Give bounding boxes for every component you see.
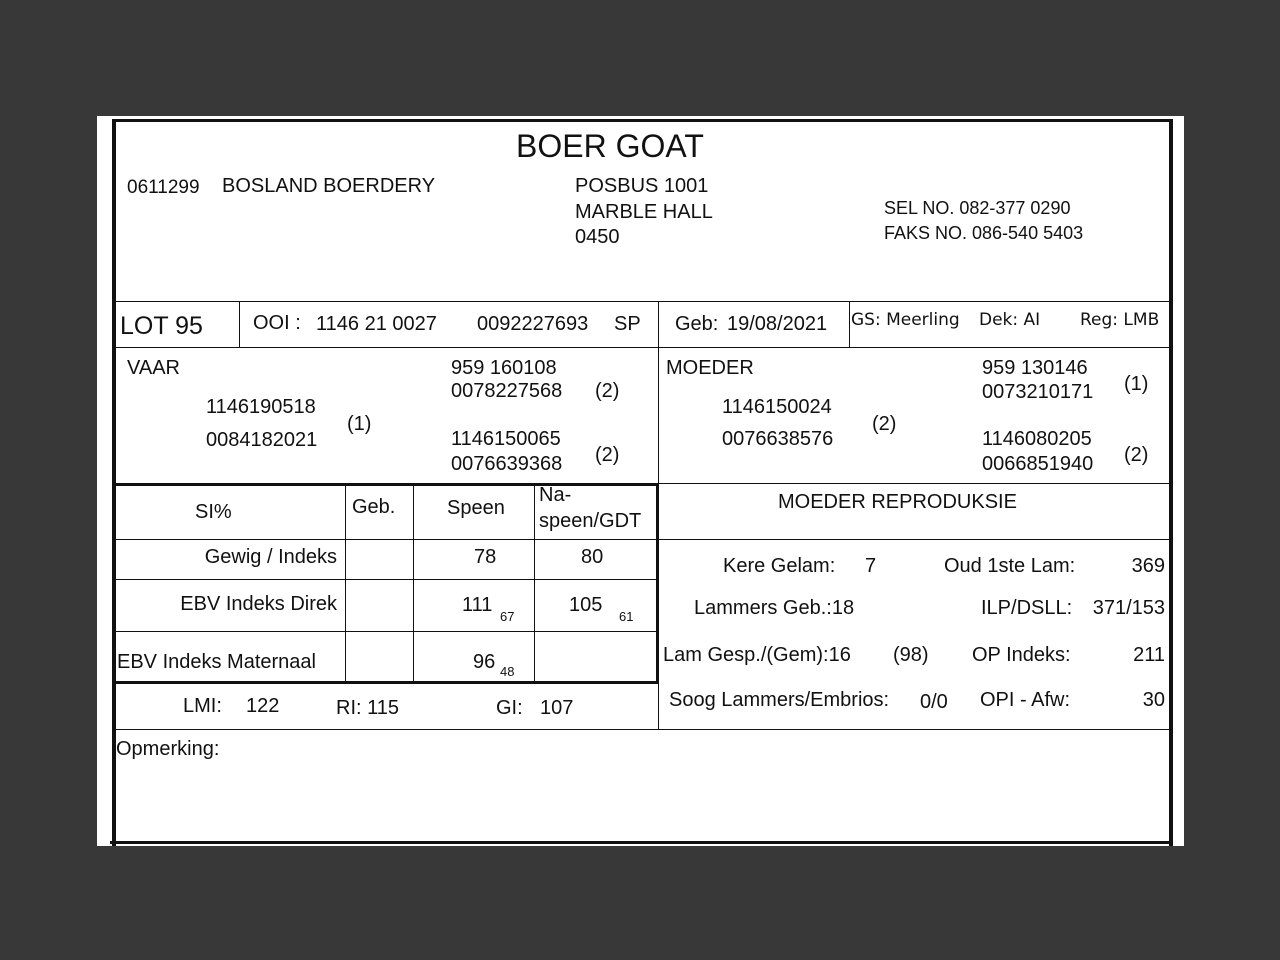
repro-left-line bbox=[658, 539, 659, 729]
gi-label: GI: bbox=[496, 697, 523, 719]
lam-gesp-average: (98) bbox=[893, 644, 929, 666]
dam-sire-reg: 0073210171 bbox=[982, 381, 1094, 403]
sire-id: 1146190518 bbox=[206, 396, 316, 418]
divider-lot-2 bbox=[658, 301, 659, 347]
si-col-line-1 bbox=[345, 485, 346, 682]
divider-lot-top bbox=[112, 301, 1172, 302]
si-row-2-naspeen-accuracy: 61 bbox=[619, 609, 634, 624]
oud-label: Oud 1ste Lam: bbox=[944, 555, 1076, 577]
si-row-3-label: EBV Indeks Maternaal bbox=[117, 651, 316, 673]
si-col-line-2 bbox=[413, 485, 414, 682]
fax-number: FAKS NO. 086-540 5403 bbox=[884, 223, 1084, 243]
ilp-label: ILP/DSLL: bbox=[981, 597, 1073, 619]
sire-dam-code: (2) bbox=[595, 444, 620, 466]
address-line-2: MARBLE HALL bbox=[575, 201, 713, 223]
sire-sire-id: 959 160108 bbox=[451, 357, 557, 379]
divider-lot-1 bbox=[239, 301, 240, 347]
si-header-si: SI% bbox=[195, 501, 232, 523]
lam-gesp: Lam Gesp./(Gem):16 bbox=[663, 644, 851, 666]
remarks-label: Opmerking: bbox=[116, 738, 220, 760]
border-top bbox=[112, 119, 1172, 122]
sire-label: VAAR bbox=[127, 357, 180, 379]
sire-reg: 0084182021 bbox=[206, 429, 318, 451]
divider-parents-bottom-left bbox=[112, 483, 659, 486]
divider-lot-bottom bbox=[112, 347, 1172, 348]
opi-label: OPI - Afw: bbox=[980, 689, 1071, 711]
dam-label: MOEDER bbox=[666, 357, 754, 379]
kere-label: Kere Gelam: bbox=[723, 555, 836, 577]
cell-number: SEL NO. 082-377 0290 bbox=[884, 198, 1071, 218]
si-row-1-label: Gewig / Indeks bbox=[204, 546, 337, 568]
dam-dam-reg: 0066851940 bbox=[982, 453, 1094, 475]
address-line-1: POSBUS 1001 bbox=[575, 175, 709, 197]
op-value: 211 bbox=[1133, 644, 1165, 666]
sale-card bbox=[97, 116, 1184, 846]
si-header-geb: Geb. bbox=[352, 496, 396, 518]
divider-lot-3 bbox=[849, 301, 850, 347]
dam-sire-id: 959 130146 bbox=[982, 357, 1088, 379]
sire-dam-reg: 0076639368 bbox=[451, 453, 563, 475]
repro-title-line bbox=[658, 539, 1172, 540]
si-row-line-3 bbox=[112, 631, 657, 632]
lmi-value: 122 bbox=[246, 695, 280, 717]
divider-parents-middle bbox=[658, 347, 659, 483]
opi-value: 30 bbox=[1142, 689, 1165, 711]
si-header-naspeen-2: speen/GDT bbox=[539, 510, 642, 532]
si-row-3-speen: 96 bbox=[473, 651, 496, 673]
si-header-speen: Speen bbox=[447, 497, 505, 519]
birth-label: Geb: bbox=[675, 313, 719, 335]
divider-parents-bottom-right bbox=[658, 483, 1172, 484]
lmi-label: LMI: bbox=[183, 695, 222, 717]
border-bottom bbox=[110, 841, 1173, 844]
ooi-number: 1146 21 0027 bbox=[316, 313, 437, 335]
sire-sire-reg: 0078227568 bbox=[451, 380, 563, 402]
sire-sire-code: (2) bbox=[595, 380, 620, 402]
si-row-2-label: EBV Indeks Direk bbox=[180, 593, 337, 615]
lammers-geb: Lammers Geb.:18 bbox=[694, 597, 855, 619]
dam-id: 1146150024 bbox=[722, 396, 832, 418]
ooi-label: OOI : bbox=[253, 312, 301, 334]
soog-label: Soog Lammers/Embrios: bbox=[669, 689, 890, 711]
si-row-line-1 bbox=[112, 539, 657, 540]
breeder-name: BOSLAND BOERDERY bbox=[222, 175, 436, 197]
si-header-naspeen-1: Na- bbox=[539, 484, 572, 506]
lot-label: LOT 95 bbox=[120, 312, 203, 340]
si-table-bottom bbox=[112, 681, 659, 684]
soog-value: 0/0 bbox=[920, 691, 948, 713]
ooi-registration: 0092227693 bbox=[477, 313, 589, 335]
si-row-line-2 bbox=[112, 579, 657, 580]
dam-dam-code: (2) bbox=[1124, 444, 1149, 466]
op-label: OP Indeks: bbox=[972, 644, 1071, 666]
dam-code: (2) bbox=[872, 413, 897, 435]
birth-date: 19/08/2021 bbox=[727, 313, 828, 335]
si-row-2-speen: 111 bbox=[462, 594, 493, 616]
si-col-line-3 bbox=[534, 485, 535, 682]
dam-sire-code: (1) bbox=[1124, 373, 1149, 395]
ooi-grade: SP bbox=[614, 313, 641, 335]
si-row-1-naspeen: 80 bbox=[581, 546, 604, 568]
sire-dam-id: 1146150065 bbox=[451, 428, 561, 450]
ri-value: RI: 115 bbox=[336, 697, 399, 719]
si-row-3-speen-accuracy: 48 bbox=[500, 664, 515, 679]
birth-status: GS: Meerling bbox=[851, 310, 960, 330]
register: Reg: LMB bbox=[1080, 310, 1160, 330]
si-row-2-speen-accuracy: 67 bbox=[500, 609, 515, 624]
breeder-code: 0611299 bbox=[127, 177, 200, 198]
repro-title: MOEDER REPRODUKSIE bbox=[778, 491, 1017, 513]
address-line-3: 0450 bbox=[575, 226, 620, 248]
kere-value: 7 bbox=[865, 555, 877, 577]
card-title: BOER GOAT bbox=[516, 128, 704, 164]
gi-value: 107 bbox=[540, 697, 574, 719]
mating-type: Dek: AI bbox=[979, 310, 1041, 330]
oud-value: 369 bbox=[1131, 555, 1165, 577]
divider-remarks bbox=[112, 729, 1172, 730]
sire-code: (1) bbox=[347, 413, 372, 435]
si-row-1-speen: 78 bbox=[474, 546, 497, 568]
si-row-2-naspeen: 105 bbox=[569, 594, 603, 616]
dam-reg: 0076638576 bbox=[722, 428, 834, 450]
dam-dam-id: 1146080205 bbox=[982, 428, 1092, 450]
ilp-value: 371/153 bbox=[1092, 597, 1165, 619]
